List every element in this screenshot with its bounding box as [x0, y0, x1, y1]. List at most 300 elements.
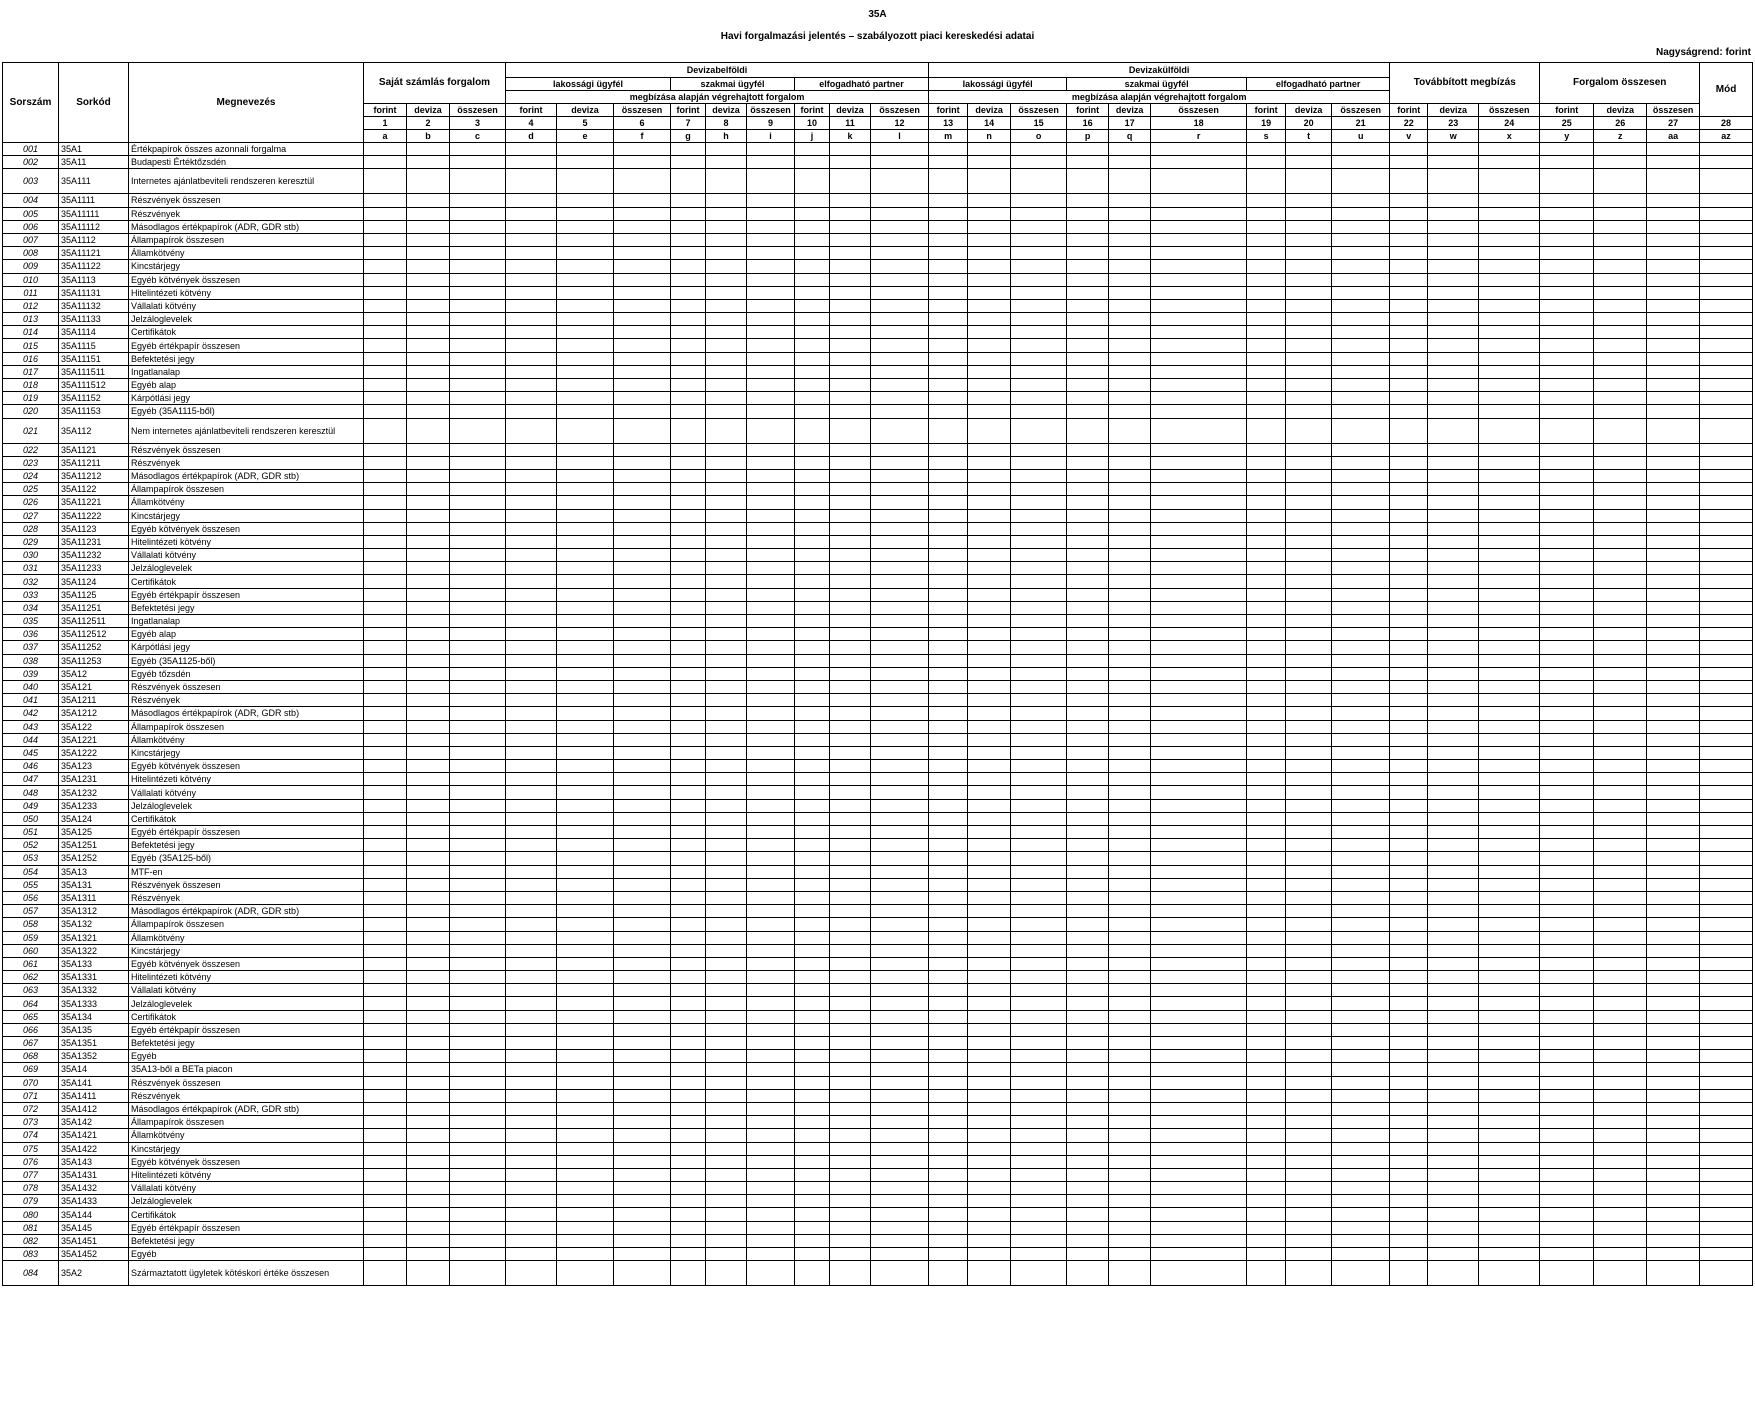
value-cell[interactable] — [1428, 233, 1479, 246]
value-cell[interactable] — [1011, 220, 1067, 233]
value-cell[interactable] — [1647, 957, 1700, 970]
value-cell[interactable] — [1332, 1234, 1390, 1247]
value-cell[interactable] — [830, 379, 871, 392]
value-cell[interactable] — [1647, 169, 1700, 194]
value-cell[interactable] — [706, 641, 747, 654]
value-cell[interactable] — [1151, 799, 1247, 812]
value-cell[interactable] — [557, 746, 614, 759]
value-cell[interactable] — [968, 1076, 1011, 1089]
value-cell[interactable] — [1428, 628, 1479, 641]
value-cell[interactable] — [795, 826, 830, 839]
value-cell[interactable] — [1594, 1063, 1647, 1076]
value-cell[interactable] — [557, 483, 614, 496]
value-cell[interactable] — [706, 628, 747, 641]
value-cell[interactable] — [1247, 773, 1286, 786]
value-cell[interactable] — [830, 984, 871, 997]
value-cell[interactable] — [1700, 1168, 1753, 1181]
value-cell[interactable] — [1390, 418, 1428, 443]
value-cell[interactable] — [1594, 509, 1647, 522]
value-cell[interactable] — [830, 1050, 871, 1063]
value-cell[interactable] — [1151, 1023, 1247, 1036]
value-cell[interactable] — [506, 379, 557, 392]
value-cell[interactable] — [1109, 273, 1151, 286]
value-cell[interactable] — [1067, 760, 1109, 773]
value-cell[interactable] — [407, 220, 450, 233]
value-cell[interactable] — [706, 313, 747, 326]
value-cell[interactable] — [1332, 299, 1390, 312]
value-cell[interactable] — [1647, 667, 1700, 680]
value-cell[interactable] — [795, 339, 830, 352]
value-cell[interactable] — [747, 1248, 795, 1261]
value-cell[interactable] — [1700, 615, 1753, 628]
value-cell[interactable] — [450, 694, 506, 707]
value-cell[interactable] — [364, 628, 407, 641]
value-cell[interactable] — [1428, 588, 1479, 601]
value-cell[interactable] — [1428, 944, 1479, 957]
value-cell[interactable] — [1428, 549, 1479, 562]
value-cell[interactable] — [1151, 352, 1247, 365]
value-cell[interactable] — [968, 615, 1011, 628]
value-cell[interactable] — [506, 1142, 557, 1155]
value-cell[interactable] — [795, 746, 830, 759]
value-cell[interactable] — [506, 1089, 557, 1102]
value-cell[interactable] — [1479, 865, 1540, 878]
value-cell[interactable] — [1540, 944, 1594, 957]
value-cell[interactable] — [364, 1037, 407, 1050]
value-cell[interactable] — [795, 313, 830, 326]
value-cell[interactable] — [557, 852, 614, 865]
value-cell[interactable] — [830, 601, 871, 614]
value-cell[interactable] — [1479, 418, 1540, 443]
value-cell[interactable] — [407, 562, 450, 575]
value-cell[interactable] — [1247, 826, 1286, 839]
value-cell[interactable] — [671, 326, 706, 339]
value-cell[interactable] — [1594, 905, 1647, 918]
value-cell[interactable] — [706, 1221, 747, 1234]
value-cell[interactable] — [1390, 865, 1428, 878]
value-cell[interactable] — [1151, 1261, 1247, 1286]
value-cell[interactable] — [364, 1129, 407, 1142]
value-cell[interactable] — [1700, 667, 1753, 680]
value-cell[interactable] — [1247, 654, 1286, 667]
value-cell[interactable] — [1067, 562, 1109, 575]
value-cell[interactable] — [407, 1182, 450, 1195]
value-cell[interactable] — [706, 1076, 747, 1089]
value-cell[interactable] — [795, 405, 830, 418]
value-cell[interactable] — [407, 1195, 450, 1208]
value-cell[interactable] — [795, 392, 830, 405]
value-cell[interactable] — [1286, 905, 1332, 918]
value-cell[interactable] — [747, 326, 795, 339]
value-cell[interactable] — [1011, 352, 1067, 365]
value-cell[interactable] — [1428, 207, 1479, 220]
value-cell[interactable] — [450, 878, 506, 891]
value-cell[interactable] — [614, 1208, 671, 1221]
value-cell[interactable] — [968, 601, 1011, 614]
value-cell[interactable] — [1390, 944, 1428, 957]
value-cell[interactable] — [1332, 878, 1390, 891]
value-cell[interactable] — [1109, 483, 1151, 496]
value-cell[interactable] — [1390, 852, 1428, 865]
value-cell[interactable] — [1332, 786, 1390, 799]
value-cell[interactable] — [706, 654, 747, 667]
value-cell[interactable] — [671, 1248, 706, 1261]
value-cell[interactable] — [747, 799, 795, 812]
value-cell[interactable] — [1332, 720, 1390, 733]
value-cell[interactable] — [1594, 392, 1647, 405]
value-cell[interactable] — [1109, 220, 1151, 233]
value-cell[interactable] — [871, 562, 929, 575]
value-cell[interactable] — [1109, 667, 1151, 680]
value-cell[interactable] — [871, 905, 929, 918]
value-cell[interactable] — [706, 273, 747, 286]
value-cell[interactable] — [1067, 786, 1109, 799]
value-cell[interactable] — [1647, 326, 1700, 339]
value-cell[interactable] — [871, 286, 929, 299]
value-cell[interactable] — [1428, 379, 1479, 392]
value-cell[interactable] — [1247, 694, 1286, 707]
value-cell[interactable] — [929, 1208, 968, 1221]
value-cell[interactable] — [1151, 1195, 1247, 1208]
value-cell[interactable] — [1286, 615, 1332, 628]
value-cell[interactable] — [1247, 1168, 1286, 1181]
value-cell[interactable] — [1247, 628, 1286, 641]
value-cell[interactable] — [671, 839, 706, 852]
value-cell[interactable] — [747, 641, 795, 654]
value-cell[interactable] — [1647, 1023, 1700, 1036]
value-cell[interactable] — [795, 443, 830, 456]
value-cell[interactable] — [929, 707, 968, 720]
value-cell[interactable] — [795, 944, 830, 957]
value-cell[interactable] — [1479, 694, 1540, 707]
value-cell[interactable] — [407, 496, 450, 509]
value-cell[interactable] — [795, 273, 830, 286]
value-cell[interactable] — [871, 456, 929, 469]
value-cell[interactable] — [968, 1208, 1011, 1221]
value-cell[interactable] — [1011, 207, 1067, 220]
value-cell[interactable] — [747, 1076, 795, 1089]
value-cell[interactable] — [1594, 156, 1647, 169]
value-cell[interactable] — [1700, 339, 1753, 352]
value-cell[interactable] — [968, 1195, 1011, 1208]
value-cell[interactable] — [1594, 443, 1647, 456]
value-cell[interactable] — [1479, 1063, 1540, 1076]
value-cell[interactable] — [830, 1248, 871, 1261]
value-cell[interactable] — [1390, 799, 1428, 812]
value-cell[interactable] — [1332, 509, 1390, 522]
value-cell[interactable] — [1151, 522, 1247, 535]
value-cell[interactable] — [1067, 1142, 1109, 1155]
value-cell[interactable] — [1109, 839, 1151, 852]
value-cell[interactable] — [968, 931, 1011, 944]
value-cell[interactable] — [1011, 1182, 1067, 1195]
value-cell[interactable] — [1540, 1234, 1594, 1247]
value-cell[interactable] — [1067, 220, 1109, 233]
value-cell[interactable] — [1011, 286, 1067, 299]
value-cell[interactable] — [1428, 852, 1479, 865]
value-cell[interactable] — [968, 143, 1011, 156]
value-cell[interactable] — [706, 773, 747, 786]
value-cell[interactable] — [1428, 456, 1479, 469]
value-cell[interactable] — [1247, 1195, 1286, 1208]
value-cell[interactable] — [364, 931, 407, 944]
value-cell[interactable] — [1479, 169, 1540, 194]
value-cell[interactable] — [1067, 1195, 1109, 1208]
value-cell[interactable] — [1286, 443, 1332, 456]
value-cell[interactable] — [795, 1248, 830, 1261]
value-cell[interactable] — [747, 169, 795, 194]
value-cell[interactable] — [795, 233, 830, 246]
value-cell[interactable] — [1647, 509, 1700, 522]
value-cell[interactable] — [747, 984, 795, 997]
value-cell[interactable] — [1594, 1142, 1647, 1155]
value-cell[interactable] — [1700, 1208, 1753, 1221]
value-cell[interactable] — [1594, 549, 1647, 562]
value-cell[interactable] — [1247, 1182, 1286, 1195]
value-cell[interactable] — [1647, 194, 1700, 207]
value-cell[interactable] — [1011, 535, 1067, 548]
value-cell[interactable] — [830, 1116, 871, 1129]
value-cell[interactable] — [871, 786, 929, 799]
value-cell[interactable] — [614, 1116, 671, 1129]
value-cell[interactable] — [747, 957, 795, 970]
value-cell[interactable] — [506, 641, 557, 654]
value-cell[interactable] — [364, 1076, 407, 1089]
value-cell[interactable] — [1109, 588, 1151, 601]
value-cell[interactable] — [450, 260, 506, 273]
value-cell[interactable] — [1332, 641, 1390, 654]
value-cell[interactable] — [407, 891, 450, 904]
value-cell[interactable] — [1540, 247, 1594, 260]
value-cell[interactable] — [830, 522, 871, 535]
value-cell[interactable] — [1700, 549, 1753, 562]
value-cell[interactable] — [1067, 773, 1109, 786]
value-cell[interactable] — [1428, 746, 1479, 759]
value-cell[interactable] — [671, 1102, 706, 1115]
value-cell[interactable] — [968, 746, 1011, 759]
value-cell[interactable] — [1151, 984, 1247, 997]
value-cell[interactable] — [1700, 997, 1753, 1010]
value-cell[interactable] — [1332, 1195, 1390, 1208]
value-cell[interactable] — [968, 1102, 1011, 1115]
value-cell[interactable] — [506, 1102, 557, 1115]
value-cell[interactable] — [871, 694, 929, 707]
value-cell[interactable] — [1151, 852, 1247, 865]
value-cell[interactable] — [871, 1116, 929, 1129]
value-cell[interactable] — [706, 1116, 747, 1129]
value-cell[interactable] — [364, 273, 407, 286]
value-cell[interactable] — [671, 1234, 706, 1247]
value-cell[interactable] — [1479, 628, 1540, 641]
value-cell[interactable] — [450, 496, 506, 509]
value-cell[interactable] — [1011, 233, 1067, 246]
value-cell[interactable] — [1700, 169, 1753, 194]
value-cell[interactable] — [1479, 1116, 1540, 1129]
value-cell[interactable] — [968, 694, 1011, 707]
value-cell[interactable] — [795, 1023, 830, 1036]
value-cell[interactable] — [706, 233, 747, 246]
value-cell[interactable] — [506, 615, 557, 628]
value-cell[interactable] — [1286, 733, 1332, 746]
value-cell[interactable] — [614, 733, 671, 746]
value-cell[interactable] — [506, 760, 557, 773]
value-cell[interactable] — [1390, 549, 1428, 562]
value-cell[interactable] — [1109, 1116, 1151, 1129]
value-cell[interactable] — [1109, 1050, 1151, 1063]
value-cell[interactable] — [1428, 156, 1479, 169]
value-cell[interactable] — [1247, 786, 1286, 799]
value-cell[interactable] — [1428, 1221, 1479, 1234]
value-cell[interactable] — [1286, 549, 1332, 562]
value-cell[interactable] — [1067, 878, 1109, 891]
value-cell[interactable] — [830, 207, 871, 220]
value-cell[interactable] — [1109, 865, 1151, 878]
value-cell[interactable] — [1247, 1076, 1286, 1089]
value-cell[interactable] — [871, 194, 929, 207]
value-cell[interactable] — [929, 1076, 968, 1089]
value-cell[interactable] — [506, 273, 557, 286]
value-cell[interactable] — [1109, 1076, 1151, 1089]
value-cell[interactable] — [1109, 1142, 1151, 1155]
value-cell[interactable] — [1700, 680, 1753, 693]
value-cell[interactable] — [706, 1208, 747, 1221]
value-cell[interactable] — [1151, 379, 1247, 392]
value-cell[interactable] — [1390, 1037, 1428, 1050]
value-cell[interactable] — [1151, 654, 1247, 667]
value-cell[interactable] — [614, 247, 671, 260]
value-cell[interactable] — [557, 273, 614, 286]
value-cell[interactable] — [1390, 918, 1428, 931]
value-cell[interactable] — [450, 826, 506, 839]
value-cell[interactable] — [830, 773, 871, 786]
value-cell[interactable] — [1286, 1129, 1332, 1142]
value-cell[interactable] — [795, 496, 830, 509]
value-cell[interactable] — [795, 654, 830, 667]
value-cell[interactable] — [364, 654, 407, 667]
value-cell[interactable] — [706, 760, 747, 773]
value-cell[interactable] — [1647, 392, 1700, 405]
value-cell[interactable] — [407, 615, 450, 628]
value-cell[interactable] — [506, 1076, 557, 1089]
value-cell[interactable] — [1479, 496, 1540, 509]
value-cell[interactable] — [1332, 905, 1390, 918]
value-cell[interactable] — [1109, 443, 1151, 456]
value-cell[interactable] — [795, 773, 830, 786]
value-cell[interactable] — [407, 247, 450, 260]
value-cell[interactable] — [929, 720, 968, 733]
value-cell[interactable] — [1428, 997, 1479, 1010]
value-cell[interactable] — [450, 1142, 506, 1155]
value-cell[interactable] — [830, 588, 871, 601]
value-cell[interactable] — [364, 852, 407, 865]
value-cell[interactable] — [1428, 1076, 1479, 1089]
value-cell[interactable] — [1540, 680, 1594, 693]
value-cell[interactable] — [1151, 1248, 1247, 1261]
value-cell[interactable] — [614, 299, 671, 312]
value-cell[interactable] — [747, 379, 795, 392]
value-cell[interactable] — [506, 1010, 557, 1023]
value-cell[interactable] — [706, 1195, 747, 1208]
value-cell[interactable] — [614, 971, 671, 984]
value-cell[interactable] — [671, 562, 706, 575]
value-cell[interactable] — [1067, 957, 1109, 970]
value-cell[interactable] — [1647, 1010, 1700, 1023]
value-cell[interactable] — [1332, 1221, 1390, 1234]
value-cell[interactable] — [1332, 680, 1390, 693]
value-cell[interactable] — [1647, 878, 1700, 891]
value-cell[interactable] — [1428, 601, 1479, 614]
value-cell[interactable] — [407, 365, 450, 378]
value-cell[interactable] — [1428, 1037, 1479, 1050]
value-cell[interactable] — [450, 918, 506, 931]
value-cell[interactable] — [929, 365, 968, 378]
value-cell[interactable] — [830, 1076, 871, 1089]
value-cell[interactable] — [1011, 944, 1067, 957]
value-cell[interactable] — [1109, 339, 1151, 352]
value-cell[interactable] — [1151, 443, 1247, 456]
value-cell[interactable] — [795, 839, 830, 852]
value-cell[interactable] — [1540, 628, 1594, 641]
value-cell[interactable] — [706, 1129, 747, 1142]
value-cell[interactable] — [1286, 1248, 1332, 1261]
value-cell[interactable] — [614, 233, 671, 246]
value-cell[interactable] — [706, 865, 747, 878]
value-cell[interactable] — [1109, 1063, 1151, 1076]
value-cell[interactable] — [1390, 733, 1428, 746]
value-cell[interactable] — [506, 971, 557, 984]
value-cell[interactable] — [1067, 286, 1109, 299]
value-cell[interactable] — [407, 273, 450, 286]
value-cell[interactable] — [830, 273, 871, 286]
value-cell[interactable] — [557, 615, 614, 628]
value-cell[interactable] — [1151, 694, 1247, 707]
value-cell[interactable] — [747, 562, 795, 575]
value-cell[interactable] — [968, 654, 1011, 667]
value-cell[interactable] — [1332, 773, 1390, 786]
value-cell[interactable] — [1540, 931, 1594, 944]
value-cell[interactable] — [795, 299, 830, 312]
value-cell[interactable] — [1247, 865, 1286, 878]
value-cell[interactable] — [1067, 575, 1109, 588]
value-cell[interactable] — [1647, 1089, 1700, 1102]
value-cell[interactable] — [747, 826, 795, 839]
value-cell[interactable] — [968, 1168, 1011, 1181]
value-cell[interactable] — [1540, 654, 1594, 667]
value-cell[interactable] — [1700, 313, 1753, 326]
value-cell[interactable] — [407, 1129, 450, 1142]
value-cell[interactable] — [1332, 1050, 1390, 1063]
value-cell[interactable] — [407, 628, 450, 641]
value-cell[interactable] — [1479, 746, 1540, 759]
value-cell[interactable] — [1286, 746, 1332, 759]
value-cell[interactable] — [1011, 469, 1067, 482]
value-cell[interactable] — [557, 760, 614, 773]
value-cell[interactable] — [747, 509, 795, 522]
value-cell[interactable] — [706, 207, 747, 220]
value-cell[interactable] — [1479, 773, 1540, 786]
value-cell[interactable] — [614, 997, 671, 1010]
value-cell[interactable] — [830, 1234, 871, 1247]
value-cell[interactable] — [1700, 1261, 1753, 1286]
value-cell[interactable] — [747, 405, 795, 418]
value-cell[interactable] — [614, 1142, 671, 1155]
value-cell[interactable] — [1286, 169, 1332, 194]
value-cell[interactable] — [557, 707, 614, 720]
value-cell[interactable] — [450, 469, 506, 482]
value-cell[interactable] — [1011, 549, 1067, 562]
value-cell[interactable] — [614, 169, 671, 194]
value-cell[interactable] — [1540, 905, 1594, 918]
